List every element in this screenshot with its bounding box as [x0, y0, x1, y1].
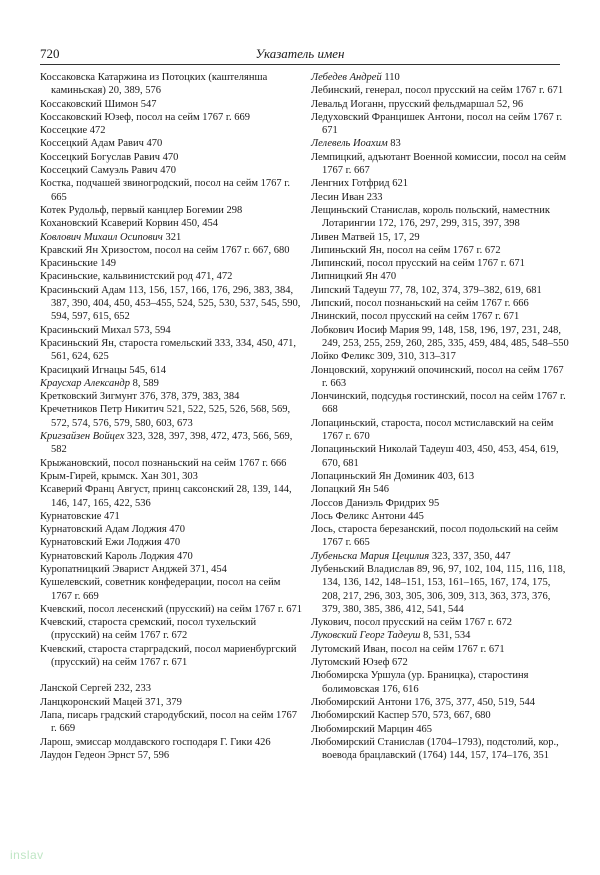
- index-entry: [311, 137, 569, 150]
- index-entry: [40, 377, 302, 390]
- index-entry: Ленгних Готфрид 621: [311, 178, 408, 190]
- index-entry: Котек Рудольф, первый канцлер Богемии 298: [40, 204, 243, 216]
- index-entry: [311, 550, 569, 563]
- index-entry: Курнатовский Кароль Лоджия 470: [40, 550, 193, 562]
- index-entry: Кречетников Петр Никитич 521, 522, 525, 526, 568, 569, 572, 574, 576, 579, 580, 603, 673: [40, 404, 291, 429]
- header-rule: [40, 64, 560, 65]
- index-entry: Любомирский Каспер 570, 573, 667, 680: [311, 710, 491, 722]
- index-entry: Лопациньский, староста, посол мстиславский на сейм 1767 г. 670: [311, 417, 554, 443]
- index-entry: Лубеньский Владислав 89, 96, 97, 102, 104, 115, 116, 118, 134, 136, 142, 148–151, 153, 161–165, 167, 174, 175, 208, 217, 296, 303, 305, 306, 309, 313, 363, 373, 376, 379, 380, 385, 386, 412, 541, 544: [311, 563, 566, 615]
- running-title: Указатель имен: [255, 46, 345, 61]
- index-entry: Красиньские, кальвинистский род 471, 472: [40, 271, 233, 283]
- index-entry: Коссецкий Самуэль Равич 470: [40, 165, 176, 177]
- index-entry: Красиньские 149: [40, 258, 117, 270]
- index-entry: Куропатницкий Эварист Анджей 371, 454: [40, 563, 227, 575]
- index-entry: Липиньский Ян, посол на сейм 1767 г. 672: [311, 244, 501, 256]
- index-entry: Лончинский, подсудья гостинский, посол на сейм 1767 г. 668: [311, 391, 566, 416]
- index-entry: Любомирский Марцин 465: [311, 723, 432, 735]
- index-entry: Лемпицкий, адъютант Военной комиссии, посол на сейм 1767 г. 667: [311, 151, 566, 177]
- index-entry: Лещиньский Станислав, король польский, наместник Лотарингии 172, 176, 297, 299, 315, 397, 398: [311, 204, 550, 230]
- index-entry: Коссецкие 472: [40, 125, 106, 137]
- index-entry: Кретковский Зигмунт 376, 378, 379, 383, 384: [40, 391, 240, 403]
- index-entry: Любомирский Станислав (1704–1793), подстолий, кор., воевода брацлавский (1764) 144, 157, 174–176, 351: [311, 736, 559, 762]
- index-entry: Лойко Феликс 309, 310, 313–317: [311, 351, 456, 363]
- right-column: [311, 71, 569, 762]
- index-entry: Лонцовский, хорунжий опочинский, посол на сейм 1767 г. 663: [311, 364, 564, 389]
- index-entry: Коссаковский Юзеф, посол на сейм 1767 г. 669: [40, 111, 250, 123]
- index-entry: Курнатовский Адам Лоджия 470: [40, 524, 186, 536]
- index-entry: Ланцкоронский Мацей 371, 379: [40, 696, 182, 708]
- index-entry-author: Кригзайзен Войцех: [40, 431, 125, 443]
- index-entry: Любомирский Антони 176, 375, 377, 450, 519, 544: [311, 696, 536, 708]
- index-entry: Коссаковский Шимон 547: [40, 98, 157, 110]
- index-entry: Лопациньский Ян Доминик 403, 613: [311, 470, 475, 482]
- index-entry: Лось, староста березанский, посол подольский на сейм 1767 г. 665: [311, 524, 559, 549]
- index-entry: Лобкович Иосиф Мария 99, 148, 158, 196, 197, 231, 248, 249, 253, 255, 259, 260, 285, 335, 459, 484, 485, 548–550: [311, 324, 569, 349]
- index-entry-pages: 323, 328, 397, 398, 472, 473, 566, 569, 582: [51, 431, 293, 456]
- index-entry: Кохановский Ксаверий Корвин 450, 454: [40, 218, 219, 230]
- index-entry-author: Лебедев Андрей: [311, 72, 382, 83]
- index-entry-author: Ковлович Михаил Осипович: [40, 231, 163, 243]
- index-entry: Крым-Гирей, крымск. Хан 301, 303: [40, 470, 198, 482]
- index-entry: Красиньский Адам 113, 156, 157, 166, 176, 296, 383, 384, 387, 390, 404, 450, 453–455, 524, 525, 530, 537, 545, 590, 594, 597, 615, 652: [40, 284, 301, 323]
- index-entry: Коссаковска Катаржина из Потоцких (каштелянша каминьская) 20, 389, 576: [40, 72, 268, 97]
- index-entry-pages: 323, 337, 350, 447: [429, 550, 511, 562]
- index-entry-author: Лубеньска Мария Цецилия: [311, 550, 430, 562]
- index-entry: Костка, подчашей звиногродский, посол на сейм 1767 г. 665: [40, 178, 291, 203]
- index-entry: Любомирска Уршула (ур. Браницка), старостиня болимовская 176, 616: [311, 670, 529, 695]
- index-entry-author: Лелевель Иоахим: [311, 138, 388, 150]
- index-entry: Курнатовские 471: [40, 510, 120, 522]
- index-entry: Лопацкий Ян 546: [311, 484, 389, 496]
- index-entry: Лаудон Гедеон Эрнст 57, 596: [40, 749, 170, 761]
- index-entry: Лоссов Даниэль Фридрих 95: [311, 497, 440, 509]
- index-entry-pages: 8, 531, 534: [420, 630, 471, 642]
- index-entry: Лнинский, посол прусский на сейм 1767 г. 671: [311, 311, 520, 323]
- index-entry: [311, 71, 569, 84]
- index-entry: Лукович, посол прусский на сейм 1767 г. 672: [311, 617, 513, 629]
- index-entry: Кчевский, староста старградский, посол мариенбургский (прусский) на сейм 1767 г. 671: [40, 643, 297, 669]
- index-entry: Кушелевский, советник конфедерации, посол на сейм 1767 г. 669: [40, 577, 281, 602]
- index-entry: Ларош, эмиссар молдавского господаря Г. Гики 426: [40, 736, 271, 748]
- index-entry-author: Краусхар Александр: [40, 377, 130, 389]
- index-entry: Лось Феликс Антони 445: [311, 510, 424, 522]
- index-entry-pages: 83: [387, 138, 401, 150]
- index-entry: Коссецкий Адам Равич 470: [40, 138, 163, 150]
- index-entry: Лутомский Юзеф 672: [311, 657, 408, 669]
- index-entry-pages: 321: [162, 231, 182, 243]
- index-entry: Кчевский, посол лесенский (прусский) на сейм 1767 г. 671: [40, 603, 302, 615]
- index-entry: Лапа, писарь градский стародубский, посол на сейм 1767 г. 669: [40, 709, 297, 735]
- index-entry: Коссецкий Богуслав Равич 470: [40, 151, 179, 163]
- index-entry: Липницкий Ян 470: [311, 271, 397, 283]
- page-number: 720: [40, 46, 60, 61]
- index-entry: Ливен Матвей 15, 17, 29: [311, 231, 420, 243]
- index-entry: Красиньский Михал 573, 594: [40, 324, 171, 336]
- index-entry: Ланской Сергей 232, 233: [40, 683, 151, 695]
- index-entry-pages: 8, 589: [130, 377, 159, 389]
- index-columns: [0, 71, 600, 851]
- index-entry: Лесин Иван 233: [311, 191, 383, 203]
- left-column: [40, 71, 302, 762]
- index-entry: Красицкий Игнацы 545, 614: [40, 364, 166, 376]
- index-entry: Липинский, посол прусский на сейм 1767 г. 671: [311, 258, 525, 270]
- index-entry: Ксаверий Франц Август, принц саксонский 28, 139, 144, 146, 147, 165, 422, 536: [40, 484, 292, 509]
- index-entry: Курнатовский Ежи Лоджия 470: [40, 537, 181, 549]
- index-entry: Красиньский Ян, староста гомельский 333, 334, 450, 471, 561, 624, 625: [40, 337, 296, 363]
- watermark: inslav: [10, 848, 44, 862]
- index-entry: Лутомский Иван, посол на сейм 1767 г. 671: [311, 643, 505, 655]
- index-entry: Липский, посол познаньский на сейм 1767 г. 666: [311, 298, 529, 310]
- index-entry-pages: 110: [381, 72, 400, 83]
- index-entry-author: Луковский Георг Тадеуш: [311, 630, 421, 642]
- index-entry: [311, 629, 569, 642]
- index-entry: Липский Тадеуш 77, 78, 102, 374, 379–382, 619, 681: [311, 284, 542, 296]
- index-entry: Кравский Ян Хризостом, посол на сейм 1767 г. 667, 680: [40, 244, 290, 256]
- index-entry: Крыжановский, посол познаньский на сейм 1767 г. 666: [40, 457, 287, 469]
- index-entry: Кчевский, староста сремский, посол тухельский (прусский) на сейм 1767 г. 672: [40, 617, 257, 642]
- index-entry: Левальд Иоганн, прусский фельдмаршал 52, 96: [311, 98, 524, 110]
- index-entry: [40, 231, 302, 244]
- page-header: [0, 0, 600, 70]
- index-entry: Лебинский, генерал, посол прусский на сейм 1767 г. 671: [311, 85, 564, 97]
- index-entry: [40, 430, 302, 457]
- index-entry: Ледуховский Францишек Антони, посол на сейм 1767 г. 671: [311, 111, 563, 137]
- index-entry: Лопациньский Николай Тадеуш 403, 450, 453, 454, 619, 670, 681: [311, 444, 559, 469]
